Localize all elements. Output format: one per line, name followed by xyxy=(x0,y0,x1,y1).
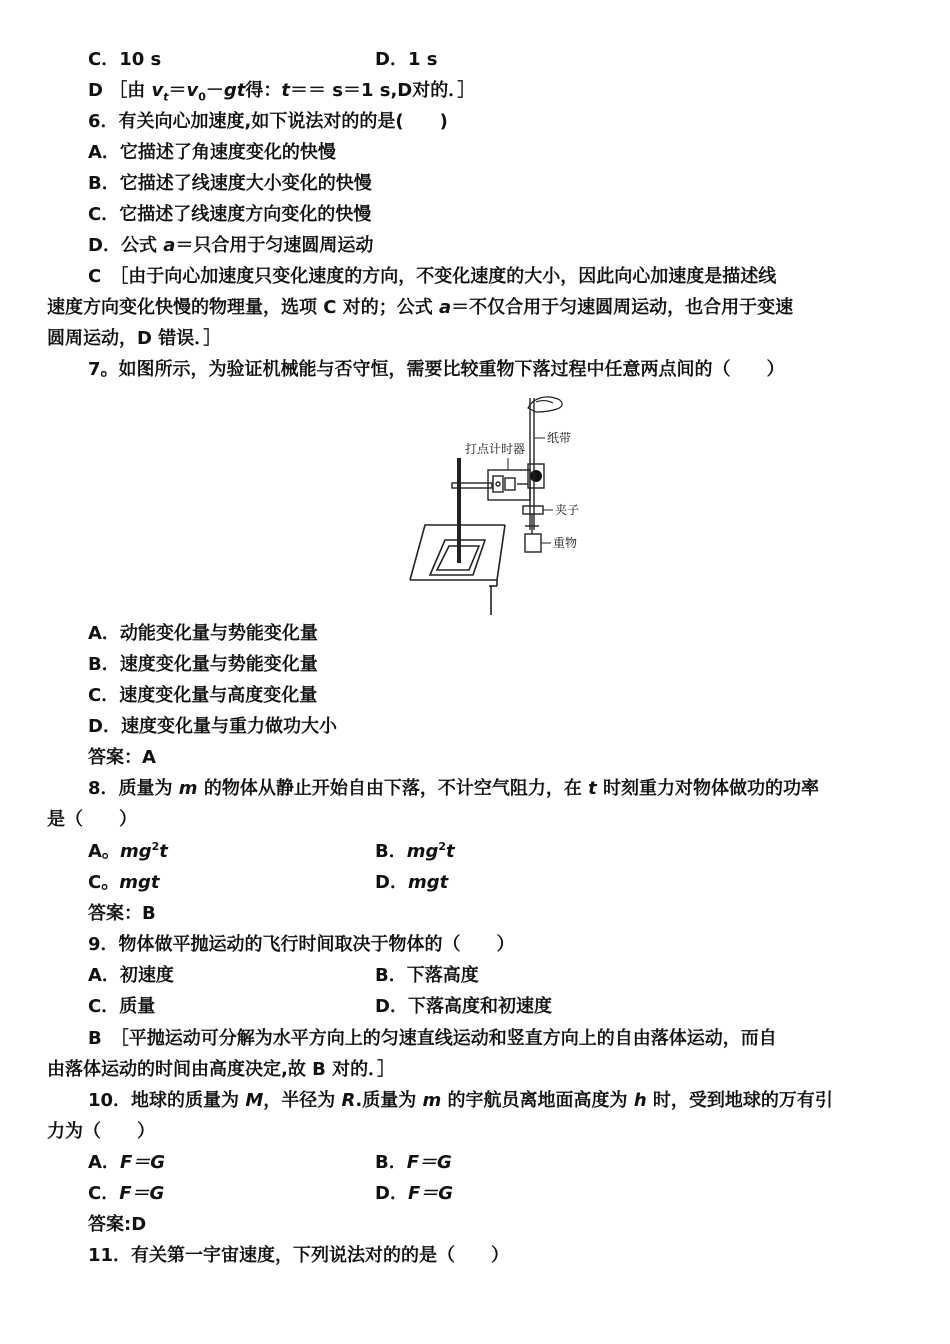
q8-option-b-var: mg xyxy=(406,841,439,862)
q10-stem-d: 时，受到地球的万有引 xyxy=(646,1090,833,1111)
q6-option-a: A．它描述了角速度变化的快慢 xyxy=(88,142,336,163)
q6-expl-var: a xyxy=(439,297,452,318)
q6-expl-suffix: ＝不仅合用于匀速圆周运动，也合用于变速 xyxy=(451,297,794,318)
q10-answer: 答案:D xyxy=(88,1214,147,1235)
q10-option-c xyxy=(88,1182,164,1206)
q6-explanation-line1: C ［由于向心加速度只变化速度的方向，不变化速度的大小，因此向心加速度是描述线 xyxy=(88,266,777,287)
q5-sub-0: 0 xyxy=(198,90,206,104)
q9-explanation-line1: B ［平抛运动可分解为水平方向上的匀速直线运动和竖直方向上的自由落体运动，而自 xyxy=(88,1028,777,1049)
q9-option-b: B．下落高度 xyxy=(375,965,479,986)
q10-stem-b: .质量为 xyxy=(355,1090,423,1111)
q10-stem-prefix: 10．地球的质量为 xyxy=(88,1090,246,1111)
q11-stem: 11．有关第一宇宙速度，下列说法对的的是（ ） xyxy=(88,1245,510,1266)
label-clamp: 夹子 xyxy=(555,503,580,517)
q6-stem: 6．有关向心加速度,如下说法对的的是( ) xyxy=(88,111,448,132)
timer-icon xyxy=(488,470,530,500)
q5-rest: ＝＝ s＝1 s,D对的．］ xyxy=(289,80,476,101)
q8-option-c-var: mgt xyxy=(119,872,160,893)
clamp-icon xyxy=(523,506,543,526)
q5-answer xyxy=(88,79,475,103)
q7-option-c: C．速度变化量与高度变化量 xyxy=(88,685,318,706)
q7-option-a: A．动能变化量与势能变化量 xyxy=(88,623,318,644)
q8-stem xyxy=(88,777,819,801)
q9-stem: 9．物体做平抛运动的飞行时间取决于物体的（ ） xyxy=(88,934,515,955)
q8-option-d-label: D． xyxy=(375,872,408,893)
q8-answer: 答案：B xyxy=(88,903,156,924)
q8-stem-suffix: 时刻重力对物体做功的功率 xyxy=(596,778,819,799)
q5-var-v: v xyxy=(151,80,164,101)
q10-option-c-label: C． xyxy=(88,1183,120,1204)
q8-option-c xyxy=(88,871,159,895)
label-tape: 纸带 xyxy=(547,431,572,445)
q10-stem-a: ，半径为 xyxy=(263,1090,342,1111)
q8-option-b xyxy=(375,840,455,864)
q8-option-a-t: t xyxy=(159,841,168,862)
q10-stem-line2: 力为（ ） xyxy=(47,1121,155,1142)
q6-explanation-line3: 圆周运动，D 错误．］ xyxy=(47,328,222,349)
q8-option-d xyxy=(375,871,448,895)
q5-option-d: D．1 s xyxy=(375,49,438,70)
q8-option-a xyxy=(88,840,168,864)
q8-option-c-label: C。 xyxy=(88,872,120,893)
q10-option-a-label: A． xyxy=(88,1152,120,1173)
hand-icon xyxy=(528,397,562,412)
ink-wheel-icon xyxy=(530,470,542,482)
q6-option-b: B．它描述了线速度大小变化的快慢 xyxy=(88,173,372,194)
q5-minus: － xyxy=(205,80,224,101)
q10-option-b xyxy=(375,1151,452,1175)
q7-option-d: D．速度变化量与重力做功大小 xyxy=(88,716,337,737)
q6-option-d-var: a xyxy=(163,235,176,256)
q5-sub-t: t xyxy=(163,90,169,104)
q5-var-gt: gt xyxy=(223,80,246,101)
q10-stem xyxy=(88,1089,833,1113)
q8-stem-line2: 是（ ） xyxy=(47,809,137,830)
q10-var-m: m xyxy=(422,1090,442,1111)
q8-option-b-label: B． xyxy=(375,841,407,862)
q8-option-b-t: t xyxy=(446,841,455,862)
label-timer: 打点计时器 xyxy=(465,442,526,456)
q10-option-d xyxy=(375,1182,453,1206)
q10-var-M: M xyxy=(245,1090,264,1111)
q9-option-a: A．初速度 xyxy=(88,965,174,986)
q6-option-d-suffix: ＝只合用于匀速圆周运动 xyxy=(175,235,374,256)
q5-mid: 得： xyxy=(245,80,282,101)
stand-rod-icon xyxy=(457,458,461,563)
weight-icon xyxy=(525,526,541,552)
q5-option-c: C．10 s xyxy=(88,49,162,70)
q9-option-d: D．下落高度和初速度 xyxy=(375,996,552,1017)
q7-stem: 7。如图所示，为验证机械能与否守恒，需要比较重物下落过程中任意两点间的（ ） xyxy=(88,359,785,380)
q10-option-b-label: B． xyxy=(375,1152,407,1173)
q7-option-b: B．速度变化量与势能变化量 xyxy=(88,654,318,675)
q10-option-d-formula: F＝G xyxy=(407,1183,454,1204)
q9-explanation-line2: 由落体运动的时间由高度决定,故 B 对的．］ xyxy=(47,1059,396,1080)
q8-stem-prefix: 8．质量为 xyxy=(88,778,179,799)
q5-var-t: t xyxy=(281,80,290,101)
q8-var-m: m xyxy=(178,778,198,799)
q10-option-a-formula: F＝G xyxy=(119,1152,166,1173)
q8-option-b-sup: 2 xyxy=(438,840,447,853)
q5-eq: ＝ xyxy=(168,80,187,101)
q6-option-c: C．它描述了线速度方向变化的快慢 xyxy=(88,204,372,225)
q8-option-d-var: mgt xyxy=(407,872,449,893)
q10-option-a xyxy=(88,1151,165,1175)
q6-expl-prefix: 速度方向变化快慢的物理量，选项 C 对的；公式 xyxy=(47,297,440,318)
q8-option-a-sup: 2 xyxy=(151,840,160,853)
q7-answer: 答案：A xyxy=(88,747,156,768)
q5-var-v0: v xyxy=(186,80,199,101)
q9-option-c: C．质量 xyxy=(88,996,156,1017)
q10-option-b-formula: F＝G xyxy=(406,1152,452,1173)
q8-var-t: t xyxy=(588,778,597,799)
q6-option-d-prefix: D．公式 xyxy=(88,235,164,256)
q6-option-d xyxy=(88,234,373,258)
label-weight: 重物 xyxy=(553,536,578,550)
q10-option-d-label: D． xyxy=(375,1183,408,1204)
q8-option-a-var: mg xyxy=(119,841,152,862)
q5-answer-prefix: D ［由 xyxy=(88,80,152,101)
q8-option-a-label: A。 xyxy=(88,841,120,862)
q10-option-c-formula: F＝G xyxy=(119,1183,165,1204)
q10-var-h: h xyxy=(633,1090,647,1111)
q6-explanation-line2 xyxy=(47,296,793,320)
q10-var-R: R xyxy=(341,1090,356,1111)
q7-apparatus-figure xyxy=(405,390,635,615)
q8-stem-mid: 的物体从静止开始自由下落，不计空气阻力，在 xyxy=(197,778,589,799)
q10-stem-c: 的宇航员离地面高度为 xyxy=(441,1090,634,1111)
